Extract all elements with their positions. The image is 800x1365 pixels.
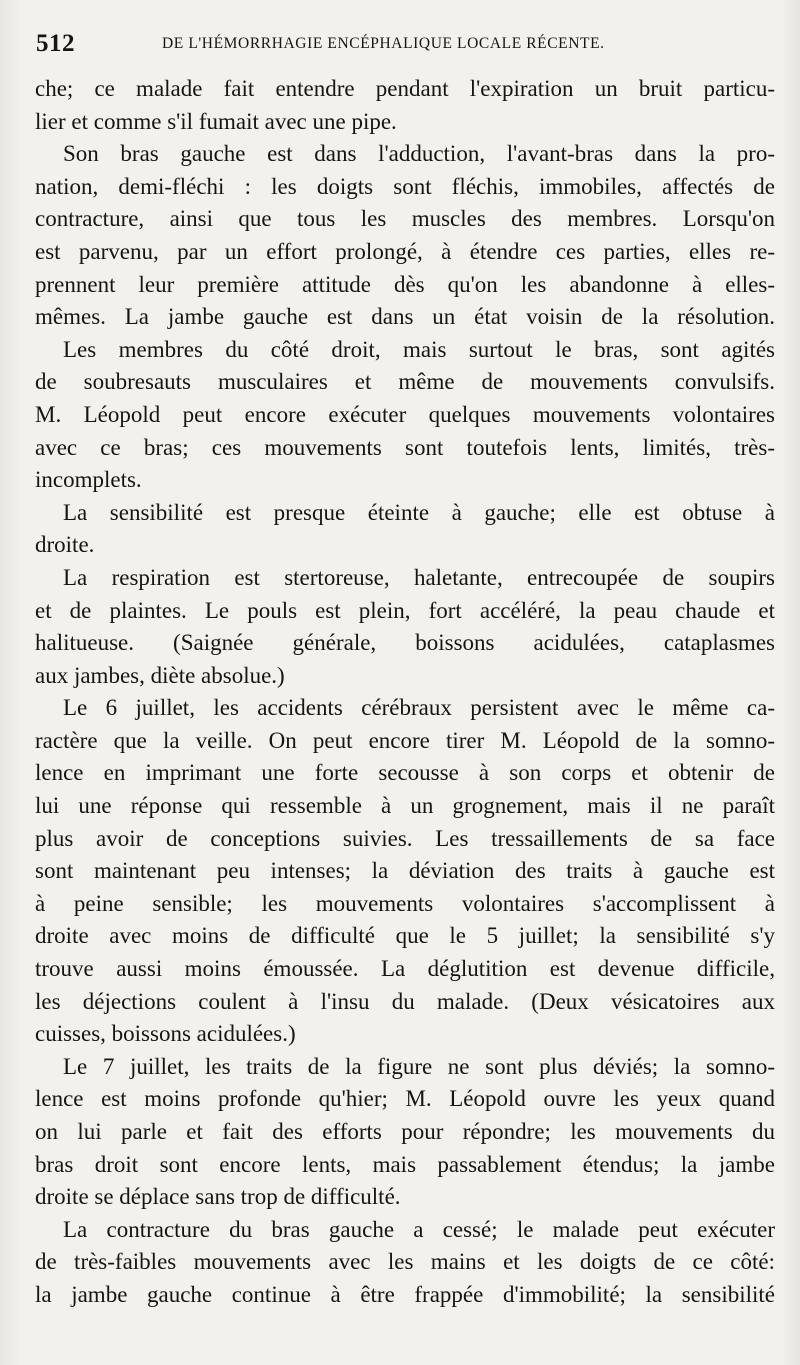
- text-line: cuisses, boissons acidulées.): [35, 1021, 296, 1047]
- text-line: halitueuse. (Saignée générale, boissons acidulées, cataplasmes: [35, 630, 775, 656]
- page-header: [36, 30, 780, 64]
- text-line: contracture, ainsi que tous les muscles des membres. Lorsqu'on: [35, 206, 775, 232]
- text-line: lence en imprimant une forte secousse à son corps et obtenir de: [35, 760, 775, 786]
- text-line: lui une réponse qui ressemble à un grognement, mais il ne paraît: [35, 793, 775, 819]
- text-line: et de plaintes. Le pouls est plein, fort accéléré, la peau chaude et: [35, 597, 775, 623]
- text-line: on lui parle et fait des efforts pour répondre; les mouvements du: [35, 1119, 775, 1144]
- text-line: sont maintenant peu intenses; la déviation des traits à gauche est: [35, 858, 775, 884]
- text-line: ractère que la veille. On peut encore tirer M. Léopold de la somno-: [35, 727, 775, 753]
- text-line: mêmes. La jambe gauche est dans un état voisin de la résolution.: [35, 304, 775, 330]
- text-line: droite se déplace sans trop de difficulté.: [35, 1184, 401, 1210]
- text-line: nation, demi-fléchi : les doigts sont fléchis, immobiles, affectés de: [35, 173, 775, 199]
- text-line: Son bras gauche est dans l'adduction, l'avant-bras dans la pro-: [63, 141, 775, 167]
- text-line: à peine sensible; les mouvements volontaires s'accomplissent à: [35, 890, 775, 916]
- text-line: de très-faibles mouvements avec les mains et les doigts de ce côté:: [35, 1249, 775, 1275]
- text-line: La sensibilité est presque éteinte à gauche; elle est obtuse à: [63, 499, 775, 525]
- text-line: trouve aussi moins émoussée. La déglutition est devenue difficile,: [35, 956, 775, 982]
- text-line: lence est moins profonde qu'hier; M. Léopold ouvre les yeux quand: [35, 1086, 775, 1112]
- text-line: che; ce malade fait entendre pendant l'expiration un bruit particu-: [35, 76, 775, 101]
- text-line: bras droit sont encore lents, mais passablement étendus; la jambe: [35, 1151, 775, 1177]
- text-line: Le 6 juillet, les accidents cérébraux persistent avec le même ca-: [63, 695, 775, 721]
- text-line: de soubresauts musculaires et même de mouvements convulsifs.: [35, 369, 775, 395]
- text-line: est parvenu, par un effort prolongé, à étendre ces parties, elles re-: [35, 238, 775, 264]
- text-line: La respiration est stertoreuse, haletante, entrecoupée de soupirs: [63, 564, 775, 590]
- text-line: aux jambes, diète absolue.): [35, 662, 285, 688]
- text-line: La contracture du bras gauche a cessé; le malade peut exécuter: [63, 1216, 775, 1242]
- text-line: droite avec moins de difficulté que le 5 juillet; la sensibilité s'y: [35, 923, 775, 949]
- text-line: la jambe gauche continue à être frappée d'immobilité; la sensibilité: [35, 1281, 775, 1307]
- text-line: droite.: [35, 532, 95, 558]
- text-line: avec ce bras; ces mouvements sont toutefois lents, limités, très-: [35, 434, 775, 460]
- text-line: lier et comme s'il fumait avec une pipe.: [35, 108, 397, 134]
- body-text: [35, 73, 775, 1312]
- text-line: M. Léopold peut encore exécuter quelques mouvements volontaires: [35, 401, 775, 427]
- text-line: plus avoir de conceptions suivies. Les tressaillements de sa face: [35, 825, 775, 851]
- text-line: incomplets.: [35, 467, 142, 493]
- text-line: Le 7 juillet, les traits de la figure ne sont plus déviés; la somno-: [63, 1053, 775, 1079]
- text-line: Les membres du côté droit, mais surtout le bras, sont agités: [63, 336, 775, 362]
- page-number: 512: [36, 30, 75, 57]
- running-title: DE L'HÉMORRHAGIE ENCÉPHALIQUE LOCALE RÉCENTE.: [162, 35, 605, 52]
- text-line: les déjections coulent à l'insu du malade. (Deux vésicatoires aux: [35, 988, 775, 1014]
- text-line: prennent leur première attitude dès qu'on les abandonne à elles-: [35, 271, 775, 297]
